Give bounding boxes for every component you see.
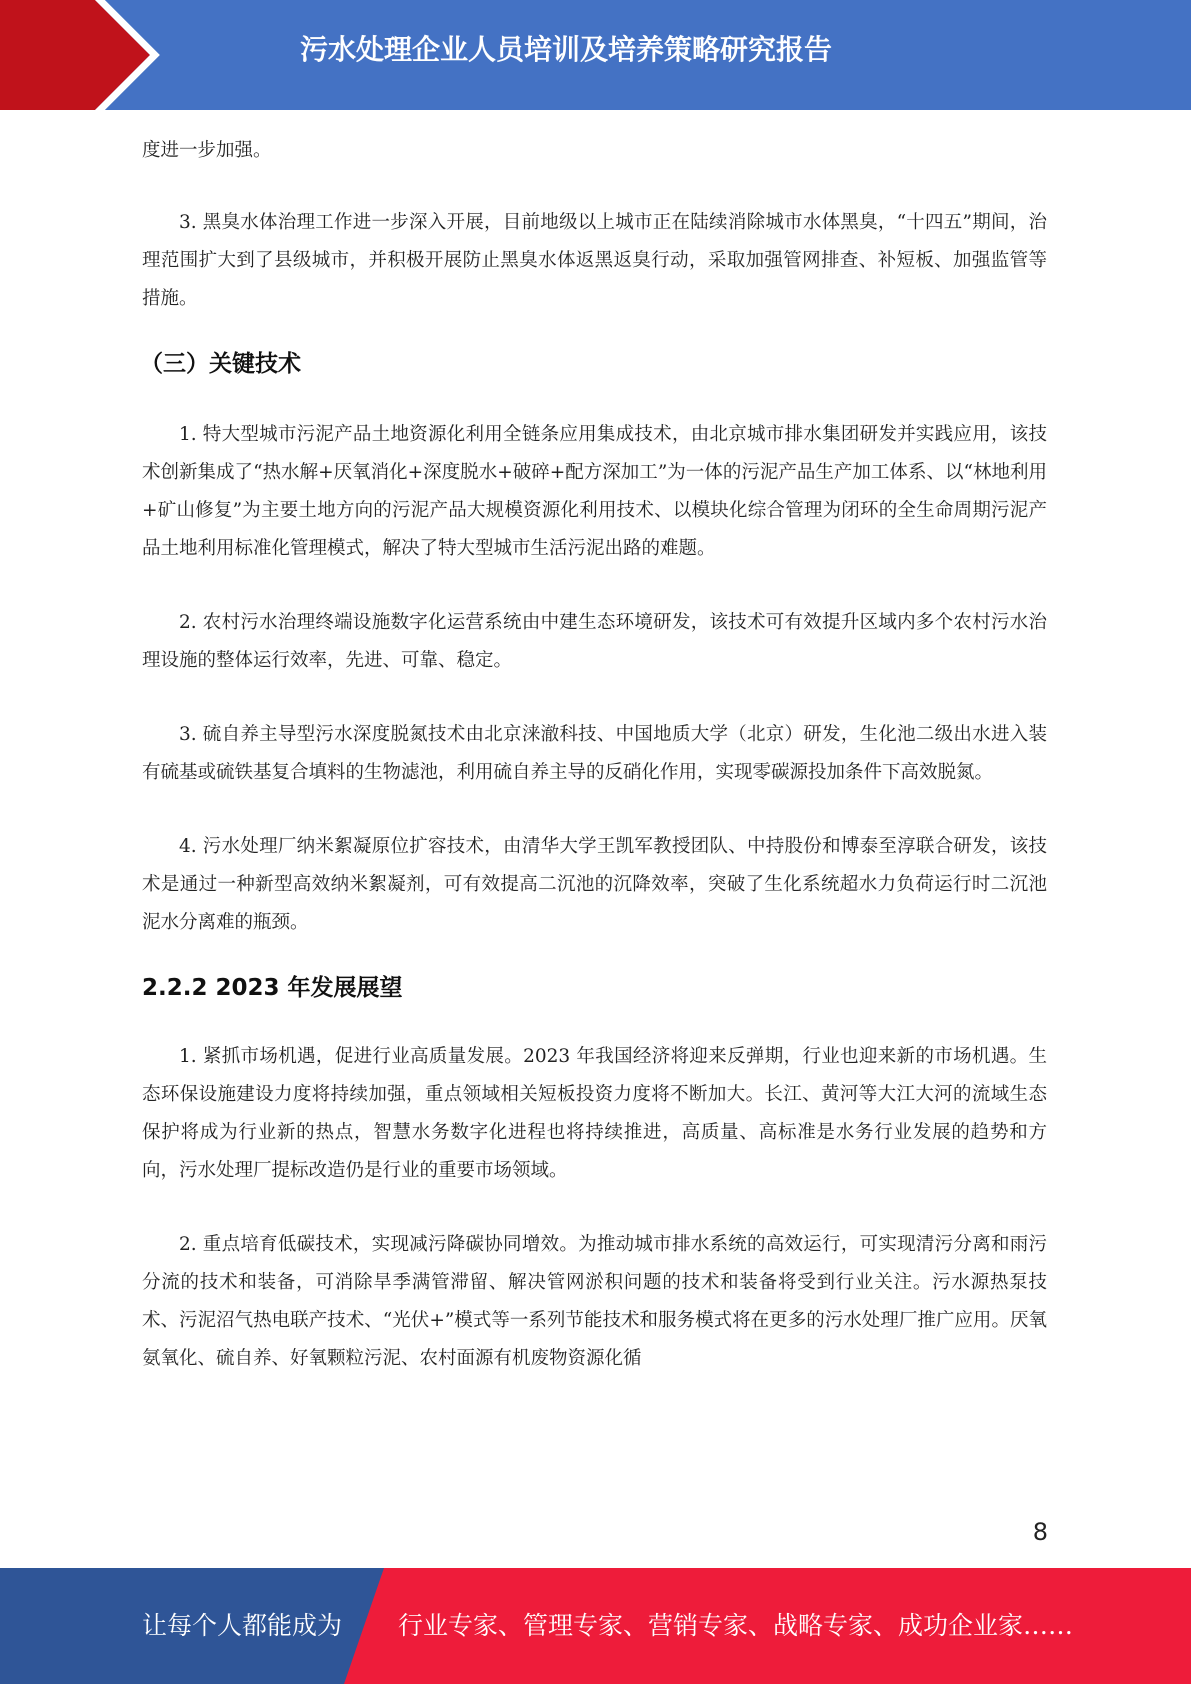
page-header	[0, 0, 1191, 110]
paragraph-continued: 度进一步加强。	[142, 140, 272, 161]
paragraph-black-odorous-water: 3. 黑臭水体治理工作进一步深入开展，目前地级以上城市正在陆续消除城市水体黑臭，“十四五”期间，治理范围扩大到了县级城市，并积极开展防止黑臭水体返黑返臭行动，采取加强管网排查、补短板、加强监管等措施。	[142, 212, 1047, 309]
footer-slogan-left: 让每个人都能成为	[142, 1611, 343, 1640]
report-title: 污水处理企业人员培训及培养策略研究报告	[300, 33, 833, 66]
page-footer	[0, 1568, 1191, 1684]
paragraph-nano-flocculation: 4. 污水处理厂纳米絮凝原位扩容技术，由清华大学王凯军教授团队、中持股份和博泰至淳联合研发，该技术是通过一种新型高效纳米絮凝剂，可有效提高二沉池的沉降效率，突破了生化系统超水力负荷运行时二沉池泥水分离难的瓶颈。	[142, 836, 1047, 933]
page-number: 8	[1032, 1518, 1048, 1546]
section-heading-key-technology: （三）关键技术	[140, 351, 301, 377]
page-body	[142, 132, 1047, 1378]
section-heading-2023-outlook: 2.2.2 2023 年发展展望	[142, 975, 403, 1001]
paragraph-rural-sewage-system: 2. 农村污水治理终端设施数字化运营系统由中建生态环境研发，该技术可有效提升区域内多个农村污水治理设施的整体运行效率，先进、可靠、稳定。	[142, 612, 1047, 671]
paragraph-sulfur-denitrification: 3. 硫自养主导型污水深度脱氮技术由北京涞澈科技、中国地质大学（北京）研发，生化池二级出水进入装有硫基或硫铁基复合填料的生物滤池，利用硫自养主导的反硝化作用，实现零碳源投加条件下高效脱氮。	[142, 724, 1047, 783]
paragraph-sludge-technology: 1. 特大型城市污泥产品土地资源化利用全链条应用集成技术，由北京城市排水集团研发并实践应用，该技术创新集成了“热水解+厌氧消化+深度脱水+破碎+配方深加工”为一体的污泥产品生产加工体系、以“林地利用+矿山修复”为主要土地方向的污泥产品大规模资源化利用技术、以模块化综合管理为闭环的全生命周期污泥产品土地利用标准化管理模式，解决了特大型城市生活污泥出路的难题。	[142, 424, 1047, 559]
paragraph-low-carbon-technology: 2. 重点培育低碳技术，实现减污降碳协同增效。为推动城市排水系统的高效运行，可实现清污分离和雨污分流的技术和装备，可消除旱季满管滞留、解决管网淤积问题的技术和装备将受到行业关注。污水源热泵技术、污泥沼气热电联产技术、“光伏+”模式等一系列节能技术和服务模式将在更多的污水处理厂推广应用。厌氧氨氧化、硫自养、好氧颗粒污泥、农村面源有机废物资源化循	[142, 1234, 1047, 1369]
footer-slogan-right: 行业专家、管理专家、营销专家、战略专家、成功企业家……	[398, 1611, 1074, 1640]
paragraph-market-opportunity: 1. 紧抓市场机遇，促进行业高质量发展。2023 年我国经济将迎来反弹期，行业也迎来新的市场机遇。生态环保设施建设力度将持续加强，重点领域相关短板投资力度将不断加大。长江、黄河等大江大河的流域生态保护将成为行业新的热点，智慧水务数字化进程也将持续推进，高质量、高标准是水务行业发展的趋势和方向，污水处理厂提标改造仍是行业的重要市场领域。	[142, 1046, 1047, 1181]
